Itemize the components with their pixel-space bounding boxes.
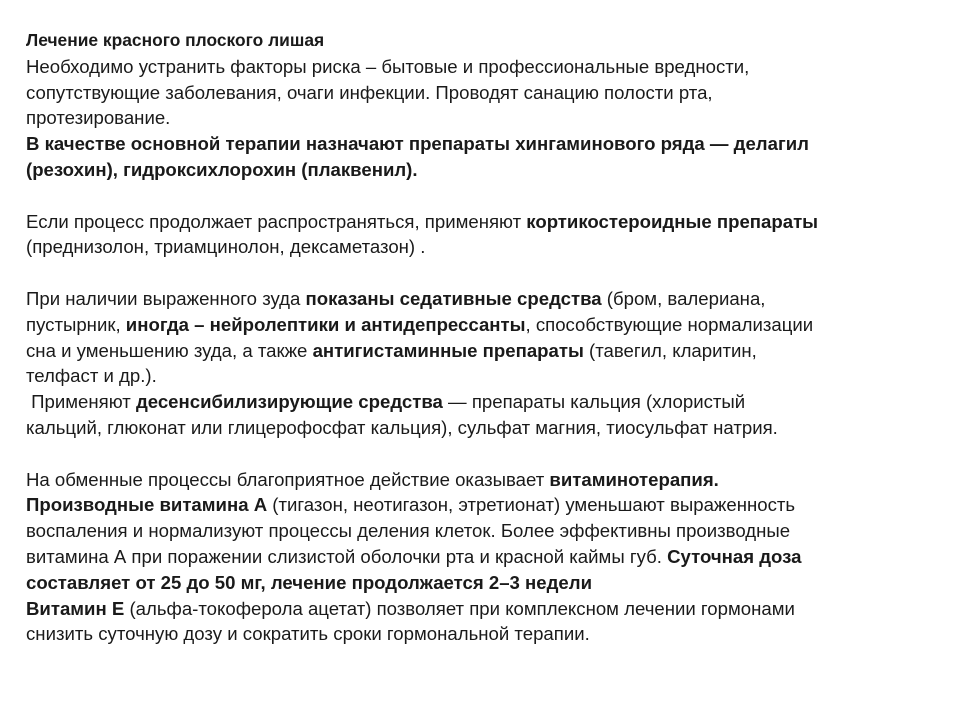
text-line xyxy=(26,338,938,364)
bold-span: витаминотерапия. xyxy=(549,468,719,490)
text-line-bold: (резохин), гидроксихлорохин (плаквенил). xyxy=(26,158,418,180)
text-line xyxy=(26,492,938,518)
text-line: сопутствующие заболевания, очаги инфекции. Проводят санацию полости рта, xyxy=(26,81,713,103)
text-line: снизить суточную дозу и сократить сроки гормональной терапии. xyxy=(26,623,590,645)
text-span: сна и уменьшению зуда, а также xyxy=(26,339,313,361)
text-span: пустырник, xyxy=(26,313,126,335)
spacer xyxy=(26,183,938,209)
paragraph-desensitizing xyxy=(26,389,938,441)
text-line xyxy=(26,467,938,493)
text-line-bold: составляет от 25 до 50 мг, лечение продолжается 2–3 недели xyxy=(26,571,593,593)
text-line: протезирование. xyxy=(26,107,171,129)
text-line xyxy=(26,312,938,338)
text-span: (тигазон, неотигазон, этретионат) уменьшают выраженность xyxy=(267,494,796,516)
paragraph-main-therapy xyxy=(26,131,938,183)
text-line xyxy=(26,596,938,622)
text-span: На обменные процессы благоприятное действие оказывает xyxy=(26,468,550,490)
text-line-bold: В качестве основной терапии назначают препараты хингаминового ряда — делагил xyxy=(26,133,809,155)
bold-span: антигистаминные препараты xyxy=(312,339,584,361)
text-span: витамина А при поражении слизистой оболочки рта и красной каймы губ. xyxy=(26,545,668,567)
slide-content xyxy=(26,28,938,647)
text-line: кальций, глюконат или глицерофосфат кальция), сульфат магния, тиосульфат натрия. xyxy=(26,416,778,438)
paragraph-corticosteroids xyxy=(26,209,938,261)
text-span: , способствующие нормализации xyxy=(525,313,814,335)
text-span: (альфа-токоферола ацетат) позволяет при комплексном лечении гормонами xyxy=(124,597,795,619)
paragraph-sedatives xyxy=(26,286,938,389)
bold-span: показаны седативные средства xyxy=(305,287,602,309)
text-span: (тавегил, кларитин, xyxy=(583,339,757,361)
text-line xyxy=(26,209,938,235)
text-line xyxy=(26,544,938,570)
text-line: телфаст и др.). xyxy=(26,365,157,387)
bold-span: Суточная доза xyxy=(667,545,802,567)
spacer xyxy=(26,441,938,467)
text-span: При наличии выраженного зуда xyxy=(26,287,306,309)
text-span: Если процесс продолжает распространяться, применяют xyxy=(26,210,527,232)
bold-span: Витамин Е xyxy=(26,597,125,619)
text-line: воспаления и нормализуют процессы деления клеток. Более эффективны производные xyxy=(26,520,791,542)
spacer xyxy=(26,260,938,286)
bold-span: иногда – нейролептики и антидепрессанты xyxy=(125,313,526,335)
text-span: Применяют xyxy=(26,391,136,413)
text-line: Необходимо устранить факторы риска – бытовые и профессиональные вредности, xyxy=(26,55,750,77)
text-line xyxy=(26,389,938,415)
slide-title: Лечение красного плоского лишая xyxy=(26,30,325,50)
paragraph-vitamins xyxy=(26,467,938,648)
bold-span: десенсибилизирующие средства xyxy=(135,391,443,413)
bold-span: кортикостероидные препараты xyxy=(526,210,819,232)
text-line xyxy=(26,286,938,312)
text-span: (бром, валериана, xyxy=(601,287,766,309)
bold-span: Производные витамина А xyxy=(26,494,268,516)
paragraph-risk-factors xyxy=(26,54,938,131)
text-span: — препараты кальция (хлористый xyxy=(442,391,746,413)
text-line: (преднизолон, триамцинолон, дексаметазон) . xyxy=(26,236,426,258)
